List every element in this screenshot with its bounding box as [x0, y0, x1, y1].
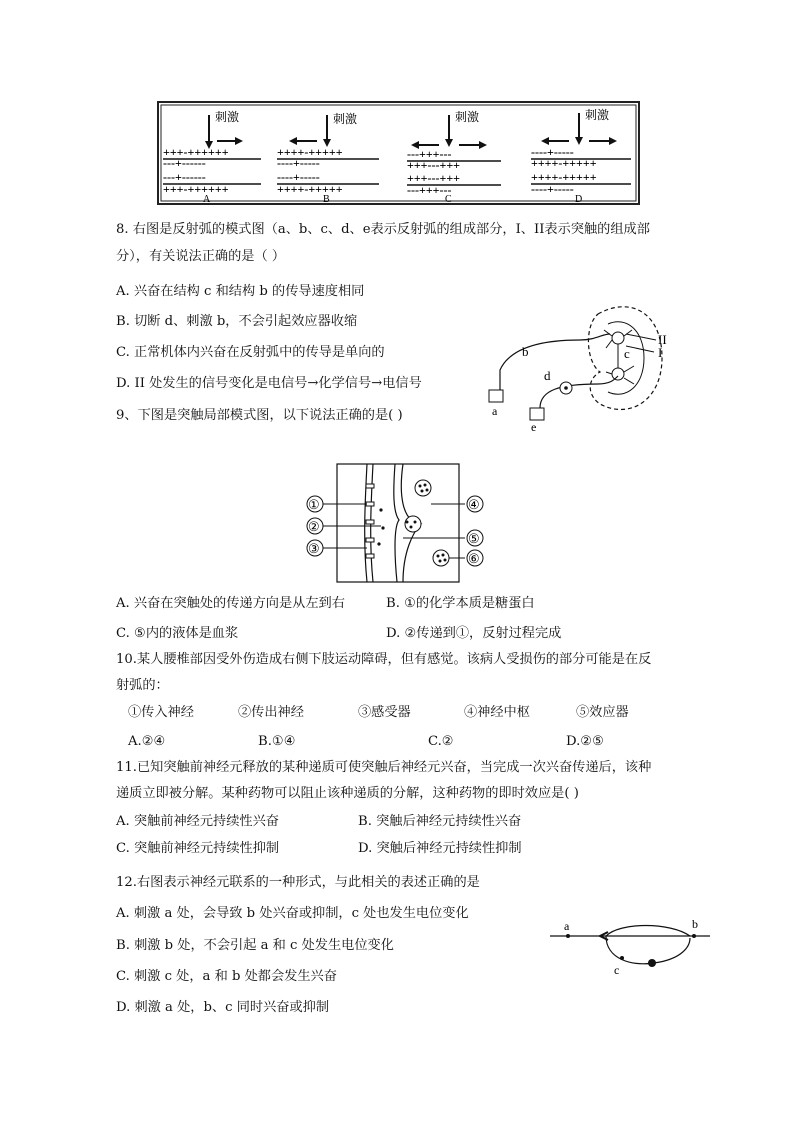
q8-stem-line1: 8. 右图是反射弧的模式图（a、b、c、d、e表示反射弧的组成部分，I、II表示突触的组成部 — [116, 222, 650, 237]
panel-c-top2: +++---+++ — [407, 158, 461, 172]
panel-a-bot1: ---+------ — [163, 170, 206, 184]
panel-d-top2: ++++-+++++ — [531, 156, 597, 170]
q9-option-a[interactable]: A. 兴奋在突触处的传递方向是从左到右 — [116, 596, 345, 611]
panel-d-bot1: ++++-+++++ — [531, 170, 597, 184]
q8-option-a[interactable]: A. 兴奋在结构 c 和结构 b 的传导速度相同 — [116, 284, 365, 299]
q12-option-b[interactable]: B. 刺激 b 处，不会引起 a 和 c 处发生电位变化 — [116, 938, 394, 953]
label-b: b — [522, 344, 529, 359]
q9-option-b[interactable]: B. ①的化学本质是糖蛋白 — [386, 596, 535, 611]
q8-option-d[interactable]: D. II 处发生的信号变化是电信号→化学信号→电信号 — [116, 376, 422, 391]
panel-b-top1: ++++-+++++ — [277, 145, 343, 159]
label-e: e — [531, 420, 537, 434]
q10-item-1: ①传入神经 — [128, 705, 194, 720]
label-c-q12: c — [614, 963, 620, 977]
label-II: II — [658, 332, 667, 347]
q10-item-3: ③感受器 — [358, 705, 411, 720]
q12-stem: 12.右图表示神经元联系的一种形式，与此相关的表述正确的是 — [116, 875, 480, 890]
label-d: d — [544, 368, 551, 383]
q10-option-a[interactable]: A.②④ — [128, 734, 166, 749]
label-num-1: ① — [308, 497, 320, 512]
q11-option-a[interactable]: A. 突触前神经元持续性兴奋 — [116, 814, 279, 829]
label-a-q12: a — [564, 919, 570, 933]
label-num-5: ⑤ — [468, 531, 480, 546]
q10-stem-line2: 射弧的： — [116, 678, 169, 693]
panel-a-bot2: +++-++++++ — [163, 182, 229, 196]
q10-item-4: ④神经中枢 — [464, 705, 530, 720]
panel-d-bot2: ----+----- — [531, 182, 574, 196]
q10-option-c[interactable]: C.② — [428, 734, 454, 749]
q10-stem-line1: 10.某人腰椎部因受外伤造成右侧下肢运动障碍，但有感觉。该病人受损伤的部分可能是在反 — [116, 652, 652, 667]
q10-option-d[interactable]: D.②⑤ — [566, 734, 604, 749]
panel-a-top1: +++-++++++ — [163, 145, 229, 159]
label-I: I — [658, 345, 663, 360]
q11-option-c[interactable]: C. 突触前神经元持续性抑制 — [116, 841, 280, 856]
panel-c-letter: C — [445, 194, 452, 205]
q8-stem-line2: 分），有关说法正确的是（ ） — [116, 249, 286, 264]
q11-stem-line2: 递质立即被分解。某种药物可以阻止该种递质的分解，这种药物的即时效应是( ) — [116, 786, 579, 801]
q9-option-c[interactable]: C. ⑤内的液体是血浆 — [116, 626, 239, 641]
panel-b-top2: ----+----- — [277, 156, 320, 170]
reflex-arc-diagram — [480, 300, 686, 435]
stimulus-label-a: 刺激 — [215, 110, 240, 124]
q10-item-5: ⑤效应器 — [576, 705, 629, 720]
stimulus-label-d: 刺激 — [585, 108, 610, 122]
panel-c-bot2: ---+++--- — [407, 183, 452, 197]
label-num-6: ⑥ — [468, 551, 480, 566]
panel-d-letter: D — [575, 194, 583, 205]
stimulus-label-b: 刺激 — [333, 112, 358, 126]
q8-option-c[interactable]: C. 正常机体内兴奋在反射弧中的传导是单向的 — [116, 345, 385, 360]
label-c: c — [624, 346, 630, 361]
panel-a-letter: A — [203, 194, 211, 205]
panel-c-bot1: +++---+++ — [407, 171, 461, 185]
panel-c-top1: ---+++--- — [407, 147, 452, 161]
q11-option-b[interactable]: B. 突触后神经元持续性兴奋 — [358, 814, 522, 829]
q11-option-d[interactable]: D. 突触后神经元持续性抑制 — [358, 841, 522, 856]
neuron-connection-diagram — [550, 918, 716, 978]
label-num-3: ③ — [308, 541, 320, 556]
label-a: a — [492, 404, 498, 418]
panel-d-top1: ----+----- — [531, 145, 574, 159]
q9-option-d[interactable]: D. ②传递到①，反射过程完成 — [386, 626, 562, 641]
panel-b-bot1: ----+----- — [277, 170, 320, 184]
q12-option-d[interactable]: D. 刺激 a 处，b、c 同时兴奋或抑制 — [116, 1000, 330, 1015]
label-b-q12: b — [692, 918, 698, 931]
q8-option-b[interactable]: B. 切断 d、刺激 b，不会引起效应器收缩 — [116, 314, 358, 329]
membrane-potential-figure — [157, 101, 640, 205]
q12-option-c[interactable]: C. 刺激 c 处，a 和 b 处都会发生兴奋 — [116, 969, 337, 984]
label-num-2: ② — [308, 519, 320, 534]
panel-b-letter: B — [323, 194, 330, 205]
q11-stem-line1: 11.已知突触前神经元释放的某种递质可使突触后神经元兴奋，当完成一次兴奋传递后，该种 — [116, 760, 652, 775]
q10-option-b[interactable]: B.①④ — [258, 734, 296, 749]
panel-a-top2: ---+------ — [163, 156, 206, 170]
q9-stem: 9、下图是突触局部模式图，以下说法正确的是( ) — [116, 408, 403, 423]
q10-item-2: ②传出神经 — [238, 705, 304, 720]
q12-option-a[interactable]: A. 刺激 a 处，会导致 b 处兴奋或抑制，c 处也发生电位变化 — [116, 906, 469, 921]
panel-b-bot2: ++++-+++++ — [277, 182, 343, 196]
stimulus-label-c: 刺激 — [455, 110, 480, 124]
synapse-diagram — [303, 462, 503, 586]
label-num-4: ④ — [468, 497, 480, 512]
